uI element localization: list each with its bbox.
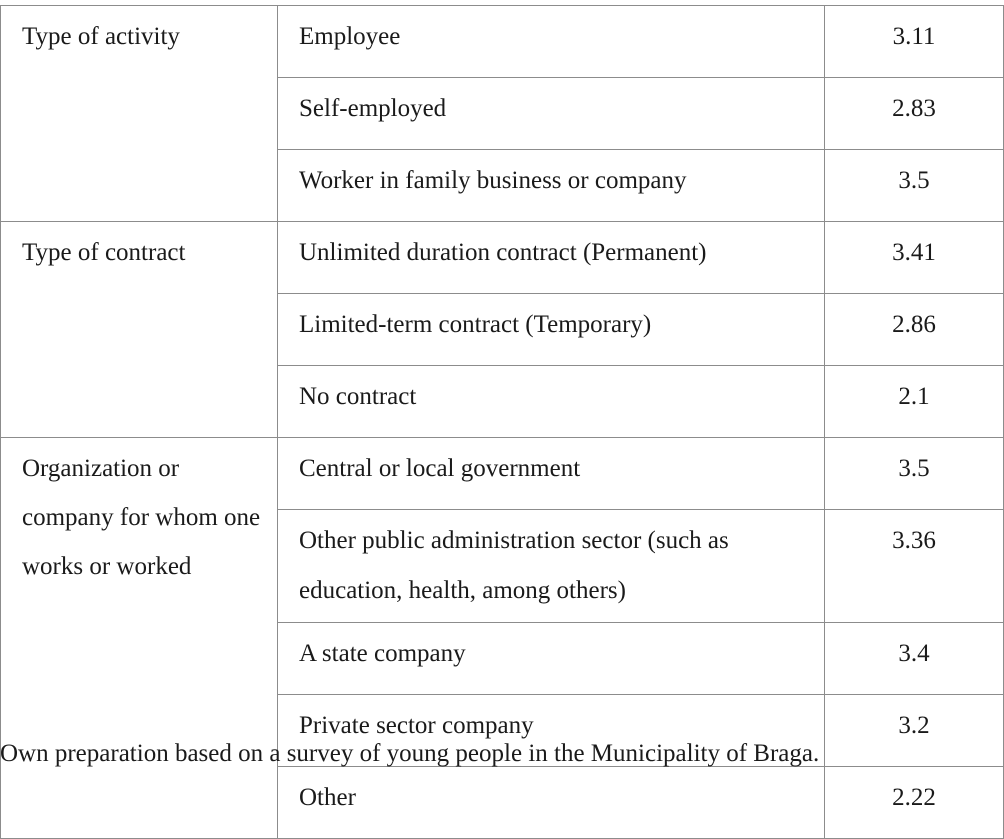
subcategory-cell: Limited-term contract (Temporary) — [278, 294, 825, 366]
subcategory-cell: A state company — [278, 623, 825, 695]
data-table — [0, 5, 1004, 839]
table-row — [1, 6, 1004, 78]
subcategory-cell: Other public administration sector (such as education, health, among others) — [278, 510, 825, 623]
value-cell: 3.4 — [825, 623, 1004, 695]
table-footnote: Own preparation based on a survey of young people in the Municipality of Braga. — [0, 740, 820, 767]
subcategory-cell: Other — [278, 767, 825, 839]
value-cell: 2.1 — [825, 366, 1004, 438]
table-row — [1, 222, 1004, 294]
value-cell: 2.83 — [825, 78, 1004, 150]
subcategory-cell: No contract — [278, 366, 825, 438]
subcategory-cell: Private sector company — [278, 695, 825, 767]
value-cell: 3.5 — [825, 438, 1004, 510]
category-cell — [1, 6, 278, 222]
subcategory-cell: Worker in family business or company — [278, 150, 825, 222]
value-cell: 3.5 — [825, 150, 1004, 222]
subcategory-cell: Unlimited duration contract (Permanent) — [278, 222, 825, 294]
category-cell — [1, 438, 278, 839]
value-cell: 2.22 — [825, 767, 1004, 839]
subcategory-cell: Self-employed — [278, 78, 825, 150]
value-cell: 3.11 — [825, 6, 1004, 78]
category-label: Type of contract — [22, 239, 186, 266]
value-cell: 2.86 — [825, 294, 1004, 366]
category-cell — [1, 222, 278, 438]
table-row — [1, 438, 1004, 510]
subcategory-cell: Employee — [278, 6, 825, 78]
category-label: Type of activity — [22, 23, 180, 50]
subcategory-cell: Central or local government — [278, 438, 825, 510]
value-cell: 3.41 — [825, 222, 1004, 294]
value-cell: 3.2 — [825, 695, 1004, 767]
category-label: Organization or company for whom one works or worked — [22, 455, 261, 580]
value-cell: 3.36 — [825, 510, 1004, 623]
